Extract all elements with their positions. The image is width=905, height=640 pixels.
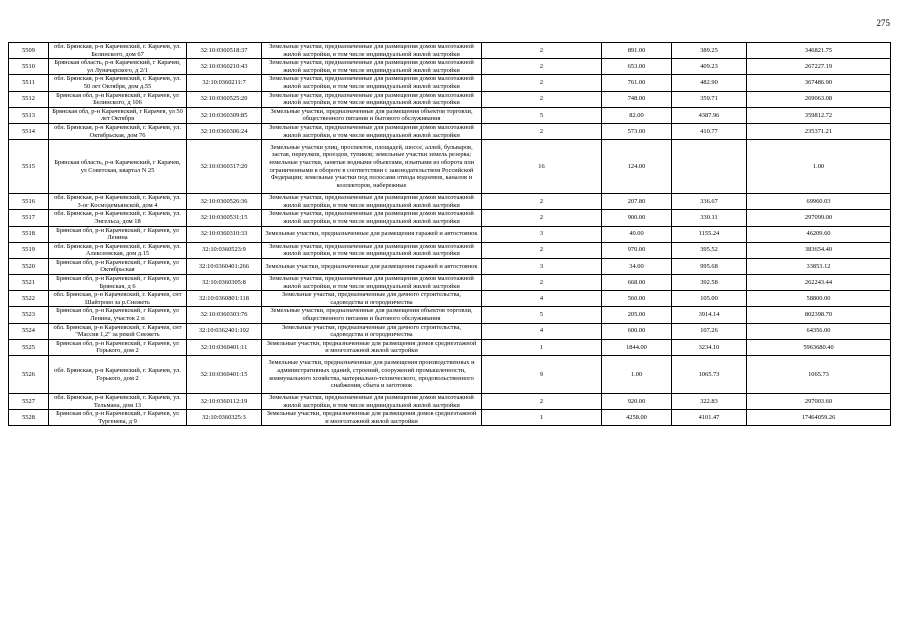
group-number-cell: 2 bbox=[482, 242, 602, 258]
area-cell: 34.00 bbox=[602, 258, 672, 274]
cadastral-value-cell: 269063.08 bbox=[747, 91, 891, 107]
cadastral-value-cell: 5963680.40 bbox=[747, 339, 891, 355]
row-number-cell: 5514 bbox=[9, 123, 49, 139]
row-number-cell: 5520 bbox=[9, 258, 49, 274]
table-row bbox=[9, 410, 891, 426]
cadastral-number-cell: 32:10:0360305:8 bbox=[187, 275, 262, 291]
cadastral-value-cell: 297099.00 bbox=[747, 210, 891, 226]
row-number-cell: 5525 bbox=[9, 339, 49, 355]
group-number-cell: 3 bbox=[482, 258, 602, 274]
specific-value-cell: 322.83 bbox=[672, 394, 747, 410]
specific-value-cell: 410.77 bbox=[672, 123, 747, 139]
group-number-cell: 2 bbox=[482, 59, 602, 75]
table-body bbox=[9, 43, 891, 426]
specific-value-cell: 105.00 bbox=[672, 291, 747, 307]
table-row bbox=[9, 194, 891, 210]
cadastral-value-cell: 46209.60 bbox=[747, 226, 891, 242]
cadastral-value-cell: 69960.03 bbox=[747, 194, 891, 210]
area-cell: 761.00 bbox=[602, 75, 672, 91]
area-cell: 970.00 bbox=[602, 242, 672, 258]
row-number-cell: 5513 bbox=[9, 107, 49, 123]
specific-value-cell: 482.90 bbox=[672, 75, 747, 91]
table-row bbox=[9, 339, 891, 355]
table-row bbox=[9, 258, 891, 274]
group-number-cell: 16 bbox=[482, 140, 602, 194]
land-use-type-cell: Земельные участки, предназначенные для размещения объектов торговли, общественного питания и бытового обслуживания bbox=[262, 107, 482, 123]
table-row bbox=[9, 275, 891, 291]
cadastral-value-cell: 58800.00 bbox=[747, 291, 891, 307]
table-row bbox=[9, 91, 891, 107]
area-cell: 900.00 bbox=[602, 210, 672, 226]
group-number-cell: 2 bbox=[482, 194, 602, 210]
area-cell: 920.00 bbox=[602, 394, 672, 410]
land-use-type-cell: Земельные участки, предназначенные для размещения домов малоэтажной жилой застройки, в том числе индивидуальной жилой застройки bbox=[262, 275, 482, 291]
address-cell: обл. Брянская, р-н Карачевский, г. Карачев, ул. Белинского, дом 67 bbox=[49, 43, 187, 59]
group-number-cell: 5 bbox=[482, 307, 602, 323]
cadastral-number-cell: 32:10:0360401:11 bbox=[187, 339, 262, 355]
area-cell: 600.00 bbox=[602, 323, 672, 339]
group-number-cell: 9 bbox=[482, 356, 602, 394]
cadastral-number-cell: 32:10:0360325:3 bbox=[187, 410, 262, 426]
specific-value-cell: 392.58 bbox=[672, 275, 747, 291]
address-cell: Брянская обл, р-н Карачевский, г Карачев, ул 50 лет Октября bbox=[49, 107, 187, 123]
address-cell: обл. Брянская, р-н Карачевский, г. Карачев, ул. Тельмана, дом 13 bbox=[49, 394, 187, 410]
land-use-type-cell: Земельные участки, предназначенные для размещения домов малоэтажной жилой застройки, в том числе индивидуальной жилой застройки bbox=[262, 394, 482, 410]
cadastral-number-cell: 32:10:0360317:20 bbox=[187, 140, 262, 194]
specific-value-cell: 4387.96 bbox=[672, 107, 747, 123]
cadastral-number-cell: 32:10:0360303:76 bbox=[187, 307, 262, 323]
row-number-cell: 5516 bbox=[9, 194, 49, 210]
land-use-type-cell: Земельные участки, предназначенные для размещения домов малоэтажной жилой застройки, в том числе индивидуальной жилой застройки bbox=[262, 91, 482, 107]
cadastral-number-cell: 32:10:0360210:43 bbox=[187, 59, 262, 75]
table-row bbox=[9, 291, 891, 307]
group-number-cell: 1 bbox=[482, 339, 602, 355]
row-number-cell: 5510 bbox=[9, 59, 49, 75]
cadastral-number-cell: 32:10:0360211:7 bbox=[187, 75, 262, 91]
row-number-cell: 5526 bbox=[9, 356, 49, 394]
row-number-cell: 5524 bbox=[9, 323, 49, 339]
land-use-type-cell: Земельные участки, предназначенные для размещения домов малоэтажной жилой застройки, в том числе индивидуальной жилой застройки bbox=[262, 59, 482, 75]
table-row bbox=[9, 242, 891, 258]
cadastral-value-table bbox=[8, 42, 891, 426]
row-number-cell: 5512 bbox=[9, 91, 49, 107]
specific-value-cell: 3914.14 bbox=[672, 307, 747, 323]
address-cell: обл. Брянская, р-н Карачевский, г. Карачев, ул. Октябрьская, дом 76 bbox=[49, 123, 187, 139]
row-number-cell: 5515 bbox=[9, 140, 49, 194]
land-use-type-cell: Земельные участки, предназначенные для размещения домов малоэтажной жилой застройки, в том числе индивидуальной жилой застройки bbox=[262, 43, 482, 59]
address-cell: обл. Брянская, р-н Карачевский, г. Карачев, ул. 3-ог Космодемьянской, дом 4 bbox=[49, 194, 187, 210]
land-use-type-cell: Земельные участки, предназначенные для дачного строительства, садоводства и огородничества bbox=[262, 323, 482, 339]
land-use-type-cell: Земельные участки, предназначенные для размещения домов малоэтажной жилой застройки, в том числе индивидуальной жилой застройки bbox=[262, 123, 482, 139]
land-use-type-cell: Земельные участки, предназначенные для размещения гаражей и автостоянок bbox=[262, 226, 482, 242]
land-use-type-cell: Земельные участки, предназначенные для размещения домов малоэтажной жилой застройки, в том числе индивидуальной жилой застройки bbox=[262, 210, 482, 226]
area-cell: 891.00 bbox=[602, 43, 672, 59]
table-row bbox=[9, 307, 891, 323]
group-number-cell: 2 bbox=[482, 210, 602, 226]
address-cell: Брянская область, р-н Карачевский, г Карачев, ул Советская, квартал N 25 bbox=[49, 140, 187, 194]
area-cell: 748.00 bbox=[602, 91, 672, 107]
cadastral-number-cell: 32:10:0360401:266 bbox=[187, 258, 262, 274]
cadastral-value-cell: 1065.73 bbox=[747, 356, 891, 394]
address-cell: Брянская обл, р-н Карачевский, г Карачев, ул Ленина bbox=[49, 226, 187, 242]
cadastral-number-cell: 32:10:0360310:33 bbox=[187, 226, 262, 242]
specific-value-cell: 107.26 bbox=[672, 323, 747, 339]
specific-value-cell: 359.71 bbox=[672, 91, 747, 107]
cadastral-number-cell: 32:10:0360801:118 bbox=[187, 291, 262, 307]
address-cell: обл. Брянская, р-н Карачевский, г. Карачев, ул. Энгельса, дом 18 bbox=[49, 210, 187, 226]
land-use-type-cell: Земельные участки, предназначенные для размещения домов среднеэтажной и многоэтажной жилой застройки bbox=[262, 339, 482, 355]
row-number-cell: 5518 bbox=[9, 226, 49, 242]
table-row bbox=[9, 356, 891, 394]
group-number-cell: 4 bbox=[482, 323, 602, 339]
cadastral-value-cell: 64356.00 bbox=[747, 323, 891, 339]
address-cell: Брянская обл, р-н Карачевский, г Карачев, ул Брянская, д 6 bbox=[49, 275, 187, 291]
row-number-cell: 5519 bbox=[9, 242, 49, 258]
cadastral-number-cell: 32:10:0360518:37 bbox=[187, 43, 262, 59]
area-cell: 205.00 bbox=[602, 307, 672, 323]
table-row bbox=[9, 75, 891, 91]
land-use-type-cell: Земельные участки, предназначенные для размещения домов среднеэтажной и многоэтажной жилой застройки bbox=[262, 410, 482, 426]
row-number-cell: 5523 bbox=[9, 307, 49, 323]
address-cell: Брянская область, р-н Карачевский, г Карачев, ул Луначарского, д 2/1 bbox=[49, 59, 187, 75]
cadastral-value-cell: 17464059.26 bbox=[747, 410, 891, 426]
address-cell: Брянская обл, р-н Карачевский, г Карачев, ул Белинского, д 106 bbox=[49, 91, 187, 107]
group-number-cell: 4 bbox=[482, 291, 602, 307]
group-number-cell: 3 bbox=[482, 226, 602, 242]
row-number-cell: 5521 bbox=[9, 275, 49, 291]
cadastral-number-cell: 32:10:0360309:85 bbox=[187, 107, 262, 123]
area-cell: 653.00 bbox=[602, 59, 672, 75]
cadastral-number-cell: 32:10:0360401:15 bbox=[187, 356, 262, 394]
area-cell: 1.00 bbox=[602, 356, 672, 394]
address-cell: Брянская обл, р-н Карачевский, г Карачев, ул Ленина, участок 2 п bbox=[49, 307, 187, 323]
land-use-type-cell: Земельные участки, предназначенные для размещения гаражей и автостоянок bbox=[262, 258, 482, 274]
land-use-type-cell: Земельные участки, предназначенные для размещения домов малоэтажной жилой застройки, в том числе индивидуальной жилой застройки bbox=[262, 75, 482, 91]
address-cell: обл. Брянская, р-н Карачевский, г. Карачев, ул. Алексеевская, дом д.15 bbox=[49, 242, 187, 258]
specific-value-cell: 1155.24 bbox=[672, 226, 747, 242]
cadastral-value-cell: 235371.21 bbox=[747, 123, 891, 139]
land-use-type-cell: Земельные участки, предназначенные для дачного строительства, садоводства и огородничества bbox=[262, 291, 482, 307]
table-row bbox=[9, 226, 891, 242]
row-number-cell: 5522 bbox=[9, 291, 49, 307]
cadastral-value-cell: 383654.40 bbox=[747, 242, 891, 258]
group-number-cell: 1 bbox=[482, 410, 602, 426]
land-use-type-cell: Земельные участки, предназначенные для размещения объектов торговли, общественного питания и бытового обслуживания bbox=[262, 307, 482, 323]
table-row bbox=[9, 140, 891, 194]
address-cell: Брянская обл, р-н Карачевский, г Карачев, ул Тургенева, д 9 bbox=[49, 410, 187, 426]
cadastral-number-cell: 32:10:0360531:15 bbox=[187, 210, 262, 226]
cadastral-number-cell: 32:10:0360526:36 bbox=[187, 194, 262, 210]
area-cell: 573.00 bbox=[602, 123, 672, 139]
cadastral-number-cell: 32:10:0360525:20 bbox=[187, 91, 262, 107]
cadastral-number-cell: 32:10:0360112:19 bbox=[187, 394, 262, 410]
row-number-cell: 5509 bbox=[9, 43, 49, 59]
area-cell: 4258.00 bbox=[602, 410, 672, 426]
address-cell: обл. Брянская, р-н Карачевский, г. Карачев, снт Шайтрово за р.Снежеть bbox=[49, 291, 187, 307]
specific-value-cell: 330.11 bbox=[672, 210, 747, 226]
table-row bbox=[9, 394, 891, 410]
table-row bbox=[9, 43, 891, 59]
group-number-cell: 2 bbox=[482, 394, 602, 410]
specific-value-cell: 4101.47 bbox=[672, 410, 747, 426]
cadastral-value-cell: 297003.60 bbox=[747, 394, 891, 410]
table-row bbox=[9, 123, 891, 139]
address-cell: обл. Брянская, р-н Карачевский, г. Карачев, ул. 50 лет Октября, дом д.55 bbox=[49, 75, 187, 91]
cadastral-value-cell: 346821.75 bbox=[747, 43, 891, 59]
specific-value-cell: 3234.10 bbox=[672, 339, 747, 355]
specific-value-cell: 995.68 bbox=[672, 258, 747, 274]
land-use-type-cell: Земельные участки, предназначенные для размещения домов малоэтажной жилой застройки, в том числе индивидуальной жилой застройки bbox=[262, 242, 482, 258]
cadastral-number-cell: 32:10:0360306:24 bbox=[187, 123, 262, 139]
area-cell: 668.00 bbox=[602, 275, 672, 291]
cadastral-value-cell: 367486.90 bbox=[747, 75, 891, 91]
group-number-cell: 2 bbox=[482, 75, 602, 91]
area-cell: 82.00 bbox=[602, 107, 672, 123]
specific-value-cell: 395.52 bbox=[672, 242, 747, 258]
land-use-type-cell: Земельные участки улиц, проспектов, площадей, шоссе, аллей, бульваров, застав, переулков, проездов, тупиков; земельные участки земель резерва; земельные участки, занятые водными объектами, изъятыми из оборота или ограниченными в обороте в соответствии с законодательством Российской Федерации; земельные участки под полосами отвода водоемов, каналов и коллекторов, набережные bbox=[262, 140, 482, 194]
page-number: 275 bbox=[876, 18, 890, 28]
table-row bbox=[9, 210, 891, 226]
specific-value-cell: 409.23 bbox=[672, 59, 747, 75]
row-number-cell: 5528 bbox=[9, 410, 49, 426]
cadastral-value-cell: 359812.72 bbox=[747, 107, 891, 123]
specific-value-cell: 389.25 bbox=[672, 43, 747, 59]
cadastral-value-cell: 1.00 bbox=[747, 140, 891, 194]
group-number-cell: 2 bbox=[482, 43, 602, 59]
address-cell: Брянская обл, р-н Карачевский, г Карачев, ул Октябрьская bbox=[49, 258, 187, 274]
area-cell: 560.00 bbox=[602, 291, 672, 307]
address-cell: обл. Брянская, р-н Карачевский, г. Карачев, ул. Горького, дом 2 bbox=[49, 356, 187, 394]
cadastral-value-cell: 33853.12 bbox=[747, 258, 891, 274]
cadastral-value-cell: 262243.44 bbox=[747, 275, 891, 291]
group-number-cell: 5 bbox=[482, 107, 602, 123]
land-use-type-cell: Земельные участки, предназначенные для размещения домов малоэтажной жилой застройки, в том числе индивидуальной жилой застройки bbox=[262, 194, 482, 210]
table-row bbox=[9, 323, 891, 339]
specific-value-cell: 336.67 bbox=[672, 194, 747, 210]
cadastral-value-cell: 802398.70 bbox=[747, 307, 891, 323]
cadastral-number-cell: 32:10:0362401:192 bbox=[187, 323, 262, 339]
area-cell: 40.00 bbox=[602, 226, 672, 242]
address-cell: обл. Брянская, р-н Карачевский, г. Карачев, снт "Массив 1,2" за рекой Снежеть bbox=[49, 323, 187, 339]
table-row bbox=[9, 107, 891, 123]
specific-value-cell bbox=[672, 140, 747, 194]
area-cell: 207.80 bbox=[602, 194, 672, 210]
area-cell: 124.00 bbox=[602, 140, 672, 194]
area-cell: 1844.00 bbox=[602, 339, 672, 355]
cadastral-number-cell: 32:10:0360523:9 bbox=[187, 242, 262, 258]
table-row bbox=[9, 59, 891, 75]
specific-value-cell: 1065.73 bbox=[672, 356, 747, 394]
group-number-cell: 2 bbox=[482, 123, 602, 139]
address-cell: Брянская обл, р-н Карачевский, г Карачев, ул Горького, дом 2 bbox=[49, 339, 187, 355]
cadastral-value-cell: 267227.19 bbox=[747, 59, 891, 75]
row-number-cell: 5511 bbox=[9, 75, 49, 91]
land-use-type-cell: Земельные участки, предназначенные для размещения производственных и административных зданий, строений, сооружений промышленности, коммунального хозяйства, материально-технического, продовольственного снабжения, сбыта и заготовок bbox=[262, 356, 482, 394]
group-number-cell: 2 bbox=[482, 91, 602, 107]
group-number-cell: 2 bbox=[482, 275, 602, 291]
row-number-cell: 5527 bbox=[9, 394, 49, 410]
row-number-cell: 5517 bbox=[9, 210, 49, 226]
